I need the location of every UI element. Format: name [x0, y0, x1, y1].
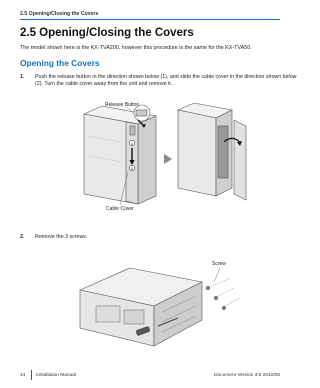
- cable-cover-label: Cable Cover: [106, 206, 134, 212]
- intro-text: The model shown here is the KX-TVA200, however this procedure is the same for the KX-TVA50.: [20, 45, 252, 51]
- step-2-number: 2.: [20, 234, 25, 240]
- figure-remove-screws: [70, 248, 270, 358]
- release-button-label: Release Button: [105, 102, 140, 108]
- step-1-text: Push the release button in the direction shown below (1), and slide the cable cover in the direction shown below (2). Turn the cable cover away from the unit and remove it.: [35, 74, 297, 87]
- screw-label: Screw: [212, 261, 226, 267]
- footer-separator: [31, 370, 32, 380]
- running-header: 2.5 Opening/Closing the Covers: [20, 11, 99, 17]
- marker1-label: 1: [130, 140, 134, 146]
- document-version: Document Version 3.0 2010/06: [214, 373, 280, 378]
- manual-name: Installation Manual: [36, 373, 76, 378]
- marker2-label: 2: [130, 165, 134, 171]
- section-subtitle: Opening the Covers: [20, 58, 100, 68]
- screw-icons: [204, 268, 240, 310]
- step-1-number: 1.: [20, 74, 25, 80]
- page-title: 2.5 Opening/Closing the Covers: [20, 27, 194, 39]
- step-2-text: Remove the 3 screws.: [35, 234, 88, 240]
- page-number: 44: [20, 373, 26, 378]
